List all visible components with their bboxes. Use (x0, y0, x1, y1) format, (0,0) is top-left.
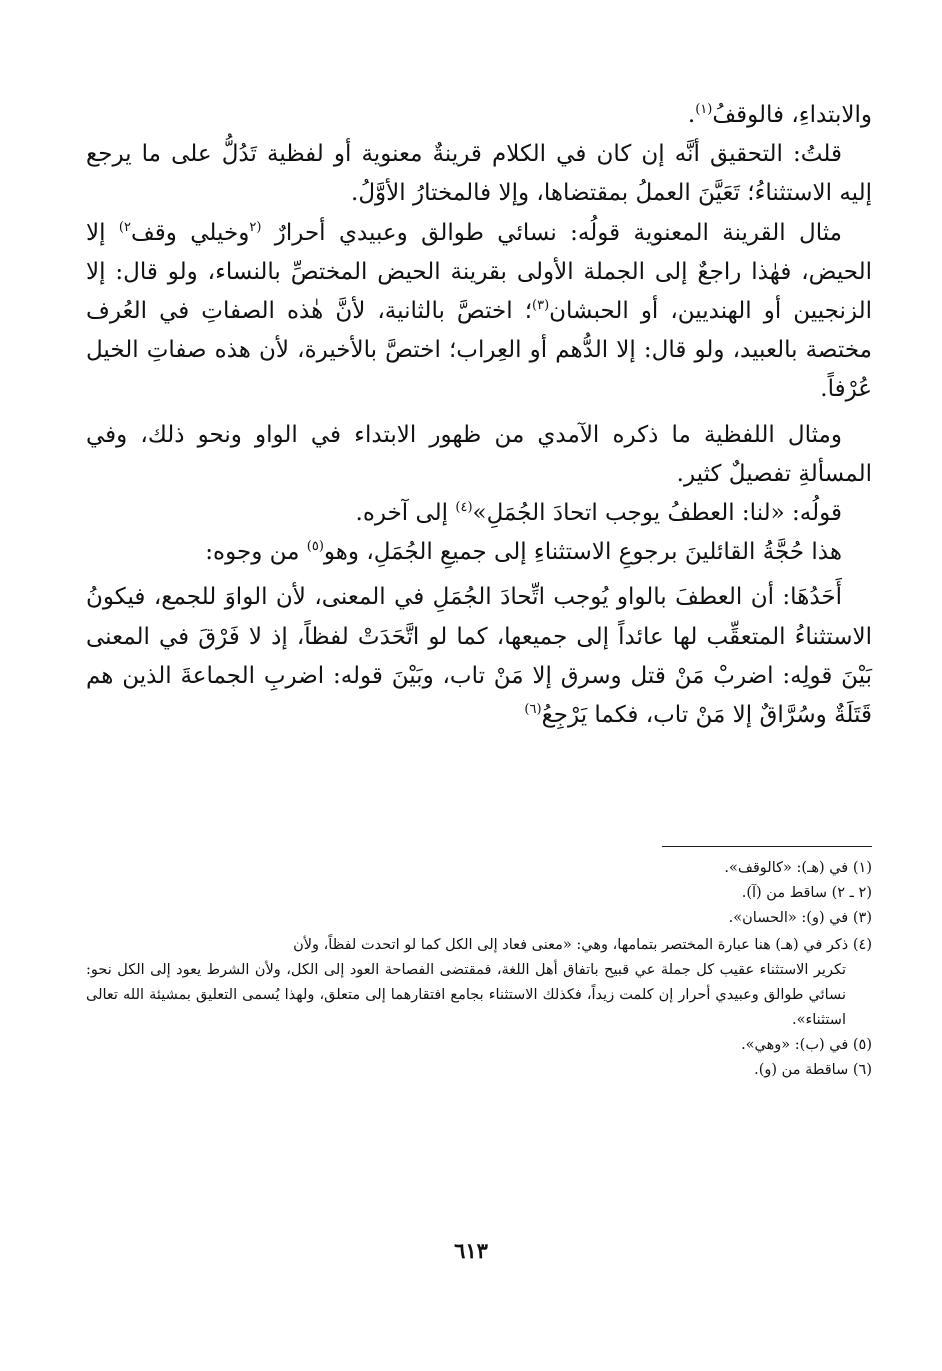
text-run: من وجوه: (205, 539, 307, 566)
footnote-ref: (٣) (532, 298, 550, 314)
footnote-6 (86, 1058, 872, 1083)
footnote-text: في (و): «الحسان». (728, 910, 849, 926)
paragraph-semantic-example (86, 214, 872, 410)
footnote-ref: (٢ (249, 219, 262, 235)
footnote-ref: (٤) (455, 500, 473, 516)
text-run: وخيلي وقف (130, 219, 250, 246)
footnote-number: (٤) (852, 937, 872, 953)
footnote-text: ساقط من (آ). (741, 885, 827, 901)
footnote-4 (86, 933, 872, 1033)
paragraph-continuation (86, 96, 872, 135)
footnote-ref: (٦) (524, 702, 542, 718)
paragraph-verbal-example: ومثال اللفظية ما ذكره الآمدي من ظهور الابتداء في الواو ونحو ذلك، وفي المسألةِ تفصيلٌ كثير. (86, 421, 872, 487)
footnote-text: ساقطة من (و). (754, 1062, 849, 1078)
text-run: قولُه: «لنا: العطفُ يوجب اتحادَ الجُمَلِ» (472, 500, 842, 527)
paragraph-first-argument (86, 578, 872, 735)
footnote-number: (٥) (852, 1037, 872, 1053)
paragraph-quote (86, 494, 872, 533)
footnote-5 (86, 1033, 872, 1058)
footnote-text-continued: تكرير الاستثناء عقيب كل جملة عي قبيح باتفاق أهل اللغة، فمقتضى الفصاحة العود إلى الكل، ولأن الشرط يعود إلى الكل نحو: نسائي طوالق وعبيدي أحرار إن كلمت زيداً، فكذلك الاستثناء بجامع افتقارهما إلى متعلق، ولهذا يُسمى التعليق بمشيئة الله تعالى استثناء». (86, 962, 846, 1028)
text-run: . (687, 102, 696, 128)
footnote-number: (٦) (852, 1062, 872, 1078)
footnote-number: (٢ ـ ٢) (831, 885, 872, 901)
text-run: والابتداءِ، فالوقفُ (712, 102, 872, 128)
main-text (86, 96, 872, 735)
footnote-number: (١) (852, 860, 872, 876)
footnote-ref: ٢) (118, 219, 131, 235)
footnote-3 (86, 906, 872, 931)
footnote-separator (662, 846, 872, 847)
text-run: إلا الحيض، فهٰذا راجعٌ إلى الجملة الأولى بقرينة الحيض المختصِّ بالنساء، ولو قال: إلا الزنجيين أو الهنديين، أو الحبشان (86, 219, 873, 325)
footnote-text: ذكر في (هـ) هنا عبارة المختصر بتمامها، وهي: «معنى فعاد إلى الكل كما لو اتحدت لفظاً، ولأن (293, 937, 849, 953)
footnote-2 (86, 881, 872, 906)
footnote-ref: (٥) (306, 539, 324, 555)
footnote-number: (٣) (852, 910, 872, 926)
text-run: إلى آخره. (355, 500, 456, 527)
footnote-1 (86, 856, 872, 881)
text-run: مثال القرينة المعنوية قولُه: نسائي طوالق وعبيدي أحرارٌ (274, 219, 843, 246)
page-number: ٦١٣ (454, 1238, 488, 1263)
footnotes (86, 856, 872, 1083)
text-run: أَحَدُهَا: أن العطفَ بالواو يُوجب اتِّحادَ الجُمَلِ في المعنى، لأن الواوَ للجمع، فيكونُ الاستثناءُ المتعقِّب لها عائداً إلى جميعها، كما لو اتَّحَدَتْ لفظاً، إذ لا فَرْقَ في المعنى بَيْنَ قولِه: اضربْ مَنْ قتل وسرق إلا مَنْ تاب، وبَيْنَ قوله: اضربِ الجماعةَ الذين هم قَتَلَةٌ وسُرَّاقٌ إلا مَنْ تاب، فكما يَرْجِعُ (86, 584, 872, 729)
paragraph-argument-intro (86, 533, 872, 572)
footnote-text: في (هـ): «كالوقف». (724, 860, 849, 876)
text-run: ؛ اختصَّ بالثانية، لأنَّ هٰذه الصفاتِ في العُرف مختصة بالعبيد، ولو قال: إلا الدُّهم أو العِراب؛ اختصَّ بالأخيرة، لأن هذه صفاتِ الخيل عُرْفاً. (86, 298, 872, 403)
footnote-text: في (ب): «وهي». (741, 1037, 849, 1053)
text-run: هذا حُجَّةُ القائلينَ برجوعِ الاستثناءِ إلى جميعِ الجُمَلِ، وهو (323, 539, 842, 566)
paragraph-verification: قلتُ: التحقيق أنَّه إن كان في الكلام قرينةٌ معنوية أو لفظية تَدُلُّ على ما يرجع إليه الاستثناءُ؛ تَعَيَّنَ العملُ بمقتضاها، وإلا فالمختارُ الأوَّلُ. (86, 141, 872, 207)
footnote-ref: (١) (695, 102, 713, 117)
